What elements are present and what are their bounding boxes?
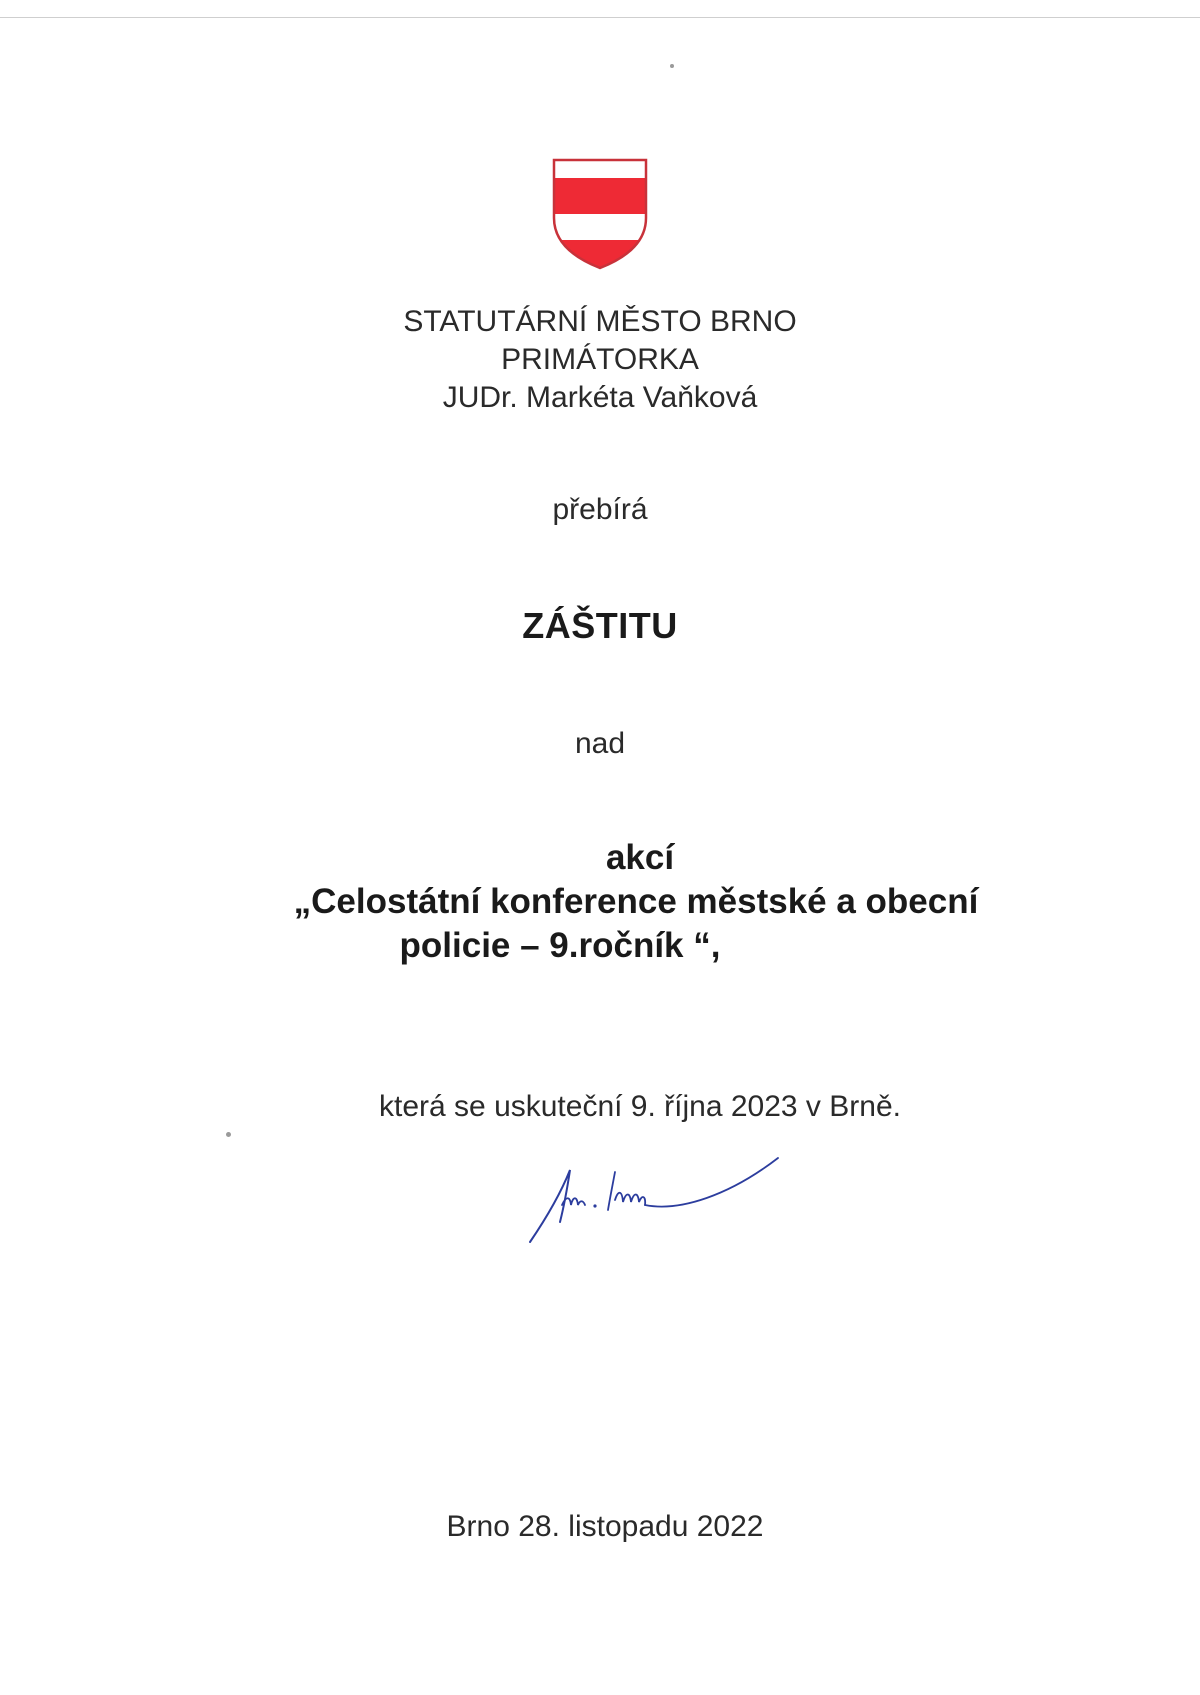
place-and-date: Brno 28. listopadu 2022 xyxy=(446,1510,764,1543)
verb-text: přebírá xyxy=(552,493,648,526)
preposition-text: nad xyxy=(574,727,626,760)
event-date-sentence: která se uskuteční 9. října 2023 v Brně. xyxy=(379,1090,901,1123)
scan-speck xyxy=(670,64,674,68)
event-name-line1: „Celostátní konference městské a obecní xyxy=(293,882,979,921)
document-title: ZÁŠTITU xyxy=(522,605,678,646)
institution-name: STATUTÁRNÍ MĚSTO BRNO xyxy=(403,305,797,338)
event-intro: akcí xyxy=(605,838,675,877)
scan-speck xyxy=(226,1132,231,1137)
signature-icon xyxy=(520,1150,800,1250)
official-role: PRIMÁTORKA xyxy=(501,343,699,376)
scan-top-edge xyxy=(0,17,1200,18)
brno-coat-of-arms-icon xyxy=(552,158,648,270)
official-name: JUDr. Markéta Vaňková xyxy=(442,381,758,414)
event-name-line2: policie – 9.ročník “, xyxy=(399,926,721,965)
